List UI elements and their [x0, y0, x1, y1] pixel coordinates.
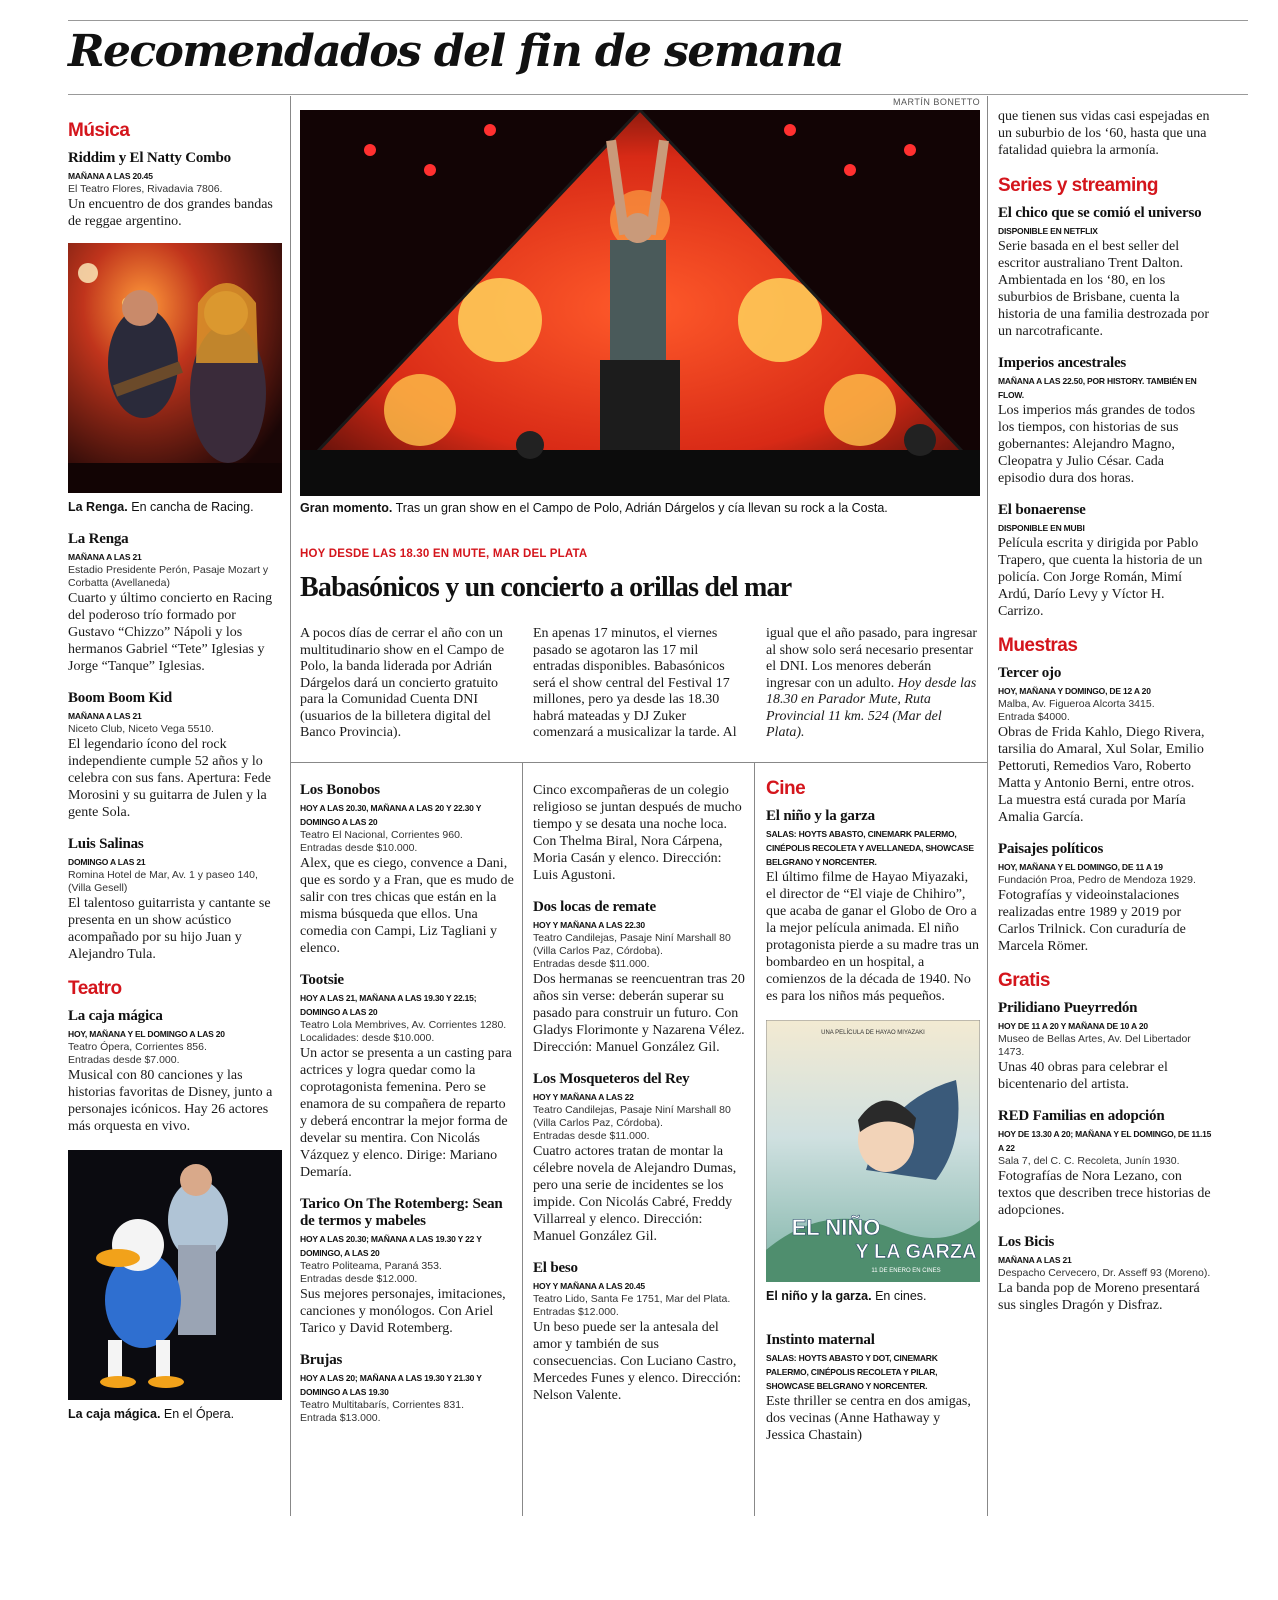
- event-desc: Un actor se presenta a un casting para actrices y logra quedar como la coprotagonista femenina. Pero se enamora de su compañera de reparto y deberá encontrar la mejor forma de develar su mentira. Con Nicolás Vázquez y elenco. Dirige: Mariano Demaría.: [300, 1046, 512, 1180]
- left-column: [68, 120, 282, 1520]
- event-title: El beso: [533, 1260, 578, 1276]
- event-venue: Teatro Politeama, Paraná 353.: [300, 1260, 442, 1272]
- movie-desc: El último filme de Hayao Miyazaki, el director de “El viaje de Chihiro”, que acaba de ganar el Globo de Oro a la mejor película animada. El niño protagonista pierde a su madre tras un bombardeo en un hospital, a comienzos de la década de 1940. No es para los niños más pequeños.: [766, 870, 980, 1004]
- exhibit-item: [998, 841, 1212, 955]
- event-price: Entradas $12.000.: [533, 1306, 619, 1318]
- event-venue: Niceto Club, Niceto Vega 5510.: [68, 723, 214, 735]
- poster-caption: [766, 1288, 980, 1304]
- series-desc: Serie basada en el best seller del escritor australiano Trent Dalton. Ambientada en los ‘80, en los suburbios de Brisbane, cuenta la historia de una familia destrozada por un narcotraficante.: [998, 239, 1210, 339]
- event-item: [533, 1260, 745, 1404]
- caption-bold: La Renga.: [68, 500, 128, 514]
- event-venue: Teatro Multitabarís, Corrientes 831.: [300, 1399, 464, 1411]
- free-when: MAÑANA A LAS 21: [998, 1255, 1072, 1265]
- event-title: Los Mosqueteros del Rey: [533, 1071, 690, 1087]
- exhibit-venue: Fundación Proa, Pedro de Mendoza 1929.: [998, 874, 1196, 886]
- event-item: [300, 1352, 514, 1425]
- poster-top-text: UNA PELÍCULA DE HAYAO MIYAZAKI: [821, 1030, 925, 1036]
- event-item: [300, 972, 514, 1181]
- event-venue: Teatro Candilejas, Pasaje Niní Marshall 80 (Villa Carlos Paz, Córdoba).: [533, 932, 731, 957]
- poster-illustration: [766, 1020, 980, 1282]
- exhibit-title: Tercer ojo: [998, 665, 1062, 681]
- series-item: [998, 205, 1212, 340]
- event-desc-continued: Cinco excompañeras de un colegio religioso se juntan después de mucho tiempo y se desata una noche loca. Con Thelma Biral, Nora Cárpena, Moria Casán y elenco. Dirección: Luis Agustoni.: [533, 783, 742, 883]
- free-title: Los Bicis: [998, 1234, 1055, 1250]
- event-item: [533, 899, 745, 1056]
- series-item: [998, 355, 1212, 487]
- feature-body-col2: En apenas 17 minutos, el viernes pasado se agotaron las 17 mil entradas disponibles. Babasónicos será el show central del Festival 17 millones, pero ya desde las 18.30 habrá mateadas y DJ Zuker comenzará a musicalizar la tarde. Al: [533, 626, 737, 740]
- feature-caption: [300, 494, 980, 516]
- cine-column: [766, 778, 980, 1516]
- series-availability: DISPONIBLE EN NETFLIX: [998, 226, 1098, 236]
- feature-body-col3: [766, 626, 978, 742]
- event-venue: Teatro El Nacional, Corrientes 960.: [300, 829, 463, 841]
- event-desc: Un encuentro de dos grandes bandas de reggae argentino.: [68, 197, 273, 229]
- column-divider: [522, 762, 523, 1516]
- event-desc: Cuatro actores tratan de montar la célebre novela de Alejandro Dumas, pero una serie de incidentes se los impide. Con Nicolás Cabré, Freddy Villarreal y elenco. Dirección: Manuel González Gil.: [533, 1144, 737, 1244]
- free-venue: Despacho Cervecero, Dr. Asseff 93 (Moreno).: [998, 1267, 1211, 1279]
- free-when: HOY DE 13.30 A 20; MAÑANA Y EL DOMINGO, DE 11.15 A 22: [998, 1129, 1212, 1153]
- event-venue: Teatro Ópera, Corrientes 856.: [68, 1041, 207, 1053]
- event-price: Entradas desde $11.000.: [533, 1130, 650, 1142]
- series-availability: MAÑANA A LAS 22.50, POR HISTORY. TAMBIÉN EN FLOW.: [998, 376, 1197, 400]
- stage-photo-illustration: [68, 1150, 282, 1400]
- la-renga-caption: [68, 499, 282, 515]
- movie-theaters: SALAS: HOYTS ABASTO, CINEMARK PALERMO, CINÉPOLIS RECOLETA Y AVELLANEDA, SHOWCASE BELGRANO Y NORCENTER.: [766, 829, 974, 867]
- series-desc: Los imperios más grandes de todos los tiempos, con historias de sus gobernantes: Alejandro Magno, Cleopatra y Julio César. Cada episodio dura dos horas.: [998, 403, 1196, 486]
- caja-magica-caption: [68, 1406, 282, 1422]
- feature-photo: [300, 110, 980, 496]
- event-when: MAÑANA A LAS 21: [68, 552, 142, 562]
- event-desc: Dos hermanas se reencuentran tras 20 años sin verse: deberán superar su pasado para construir un futuro. Con Gladys Florimonte y Nazarena Vélez. Dirección: Manuel González Gil.: [533, 972, 745, 1055]
- event-venue: Teatro Lola Membrives, Av. Corrientes 1280. Localidades: desde $10.000.: [300, 1019, 507, 1044]
- exhibit-price: Entrada $4000.: [998, 711, 1070, 723]
- movie-desc: Este thriller se centra en dos amigas, dos vecinas (Anne Hathaway y Jessica Chastain): [766, 1394, 971, 1443]
- section-musica: Música: [68, 120, 130, 141]
- exhibit-title: Paisajes políticos: [998, 841, 1104, 857]
- feature-body-text: igual que el año pasado, para ingresar al show solo será necesario presentar el DNI. Los menores deberán ingresar con un adulto.: [766, 626, 978, 691]
- event-item: [68, 531, 282, 675]
- feature-body-italic: Hoy desde las 18.30 en Parador Mute, Ruta Provincial 11 km. 524 (Mar del Plata).: [766, 675, 977, 740]
- free-item: [998, 1234, 1212, 1314]
- event-title: Luis Salinas: [68, 836, 144, 852]
- teatro-column-2: [533, 782, 745, 1516]
- free-item: [998, 1108, 1212, 1219]
- movie-theaters: SALAS: HOYTS ABASTO Y DOT, CINEMARK PALERMO, CINÉPOLIS RECOLETA Y PILAR, SHOWCASE BELGRANO Y NORCENTER.: [766, 1353, 938, 1391]
- event-desc: Sus mejores personajes, imitaciones, canciones y monólogos. Con Ariel Tarico y David Rotemberg.: [300, 1287, 506, 1336]
- series-item: [998, 502, 1212, 620]
- series-availability: DISPONIBLE EN MUBI: [998, 523, 1085, 533]
- event-when: DOMINGO A LAS 21: [68, 857, 146, 867]
- section-cine: Cine: [766, 778, 806, 799]
- event-when: HOY A LAS 21, MAÑANA A LAS 19.30 Y 22.15; DOMINGO A LAS 20: [300, 993, 477, 1017]
- event-title: Tarico On The Rotemberg: Sean de termos y mabeles: [300, 1196, 503, 1229]
- free-desc: Fotografías de Nora Lezano, con textos que describen trece historias de adopciones.: [998, 1169, 1211, 1218]
- event-venue: Romina Hotel de Mar, Av. 1 y paseo 140, (Villa Gesell): [68, 869, 258, 894]
- caption-text: En cines.: [875, 1289, 927, 1303]
- exhibit-desc: Obras de Frida Kahlo, Diego Rivera, tarsilia do Amaral, Xul Solar, Emilio Pettoruti, Remedios Varo, Roberto Matta y Antonio Berni, entre otros. La muestra está curada por María Amalia García.: [998, 725, 1205, 825]
- event-desc: El talentoso guitarrista y cantante se presenta en un show acústico acompañado por su hijo Juan y Alejandro Tula.: [68, 896, 271, 962]
- series-title: El chico que se comió el universo: [998, 205, 1202, 221]
- movie-poster: [766, 1020, 980, 1282]
- concert-photo-illustration: [68, 243, 282, 493]
- exhibit-desc: Fotografías y videoinstalaciones realizadas entre 1989 y 2019 por Carlos Trilnick. Con curaduría de Marcela Römer.: [998, 888, 1186, 954]
- movie-title: Instinto maternal: [766, 1332, 875, 1348]
- event-venue: El Teatro Flores, Rivadavia 7806.: [68, 183, 223, 195]
- event-when: HOY A LAS 20; MAÑANA A LAS 19.30 Y 21.30 Y DOMINGO A LAS 19.30: [300, 1373, 482, 1397]
- event-desc: Alex, que es ciego, convence a Dani, que es sordo y a Fran, que es mudo de salir con tres chicas que están en la misma búsqueda que ellos. Una comedia con Campi, Liz Tagliani y elenco.: [300, 856, 514, 956]
- caption-text: En cancha de Racing.: [131, 500, 254, 514]
- section-teatro: Teatro: [68, 978, 122, 999]
- exhibit-venue: Malba, Av. Figueroa Alcorta 3415.: [998, 698, 1155, 710]
- series-title: Imperios ancestrales: [998, 355, 1127, 371]
- caption-text: En el Ópera.: [163, 1407, 235, 1421]
- column-divider: [290, 96, 291, 1516]
- caja-magica-photo: [68, 1150, 282, 1400]
- poster-title-line2: Y LA GARZA: [855, 1241, 977, 1263]
- event-item: [533, 1071, 745, 1245]
- event-price: Entrada $13.000.: [300, 1412, 381, 1424]
- feature-bottom-rule: [290, 762, 987, 763]
- event-when: HOY Y MAÑANA A LAS 22: [533, 1092, 634, 1102]
- event-title: Los Bonobos: [300, 782, 380, 798]
- event-when: MAÑANA A LAS 21: [68, 711, 142, 721]
- column-divider: [987, 96, 988, 1516]
- event-desc: Cuarto y último concierto en Racing del poderoso trío formado por Gustavo “Chizzo” Nápoli y los hermanos Gabriel “Tete” Iglesias y Jorge “Tanque” Iglesias.: [68, 591, 273, 674]
- column-divider: [754, 762, 755, 1516]
- event-title: Boom Boom Kid: [68, 690, 173, 706]
- event-item: [68, 690, 282, 821]
- event-when: HOY A LAS 20.30; MAÑANA A LAS 19.30 Y 22 Y DOMINGO, A LAS 20: [300, 1234, 482, 1258]
- photo-credit: MARTÍN BONETTO: [893, 97, 981, 107]
- movie-title: El niño y la garza: [766, 808, 875, 824]
- free-when: HOY DE 11 A 20 Y MAÑANA DE 10 A 20: [998, 1021, 1148, 1031]
- event-item: [68, 836, 282, 963]
- event-when: HOY Y MAÑANA A LAS 22.30: [533, 920, 645, 930]
- event-title: Tootsie: [300, 972, 344, 988]
- series-title: El bonaerense: [998, 502, 1086, 518]
- event-item: [300, 1196, 514, 1337]
- event-title: Dos locas de remate: [533, 899, 656, 915]
- movie-item: [766, 1332, 980, 1444]
- top-rule: [68, 20, 1248, 21]
- caption-bold: La caja mágica.: [68, 1407, 161, 1421]
- event-item: [68, 150, 282, 230]
- event-item: [68, 1008, 282, 1135]
- event-desc: El legendario ícono del rock independiente cumple 52 años y lo celebra con sus fans. Apertura: Fede Morosini y su guitarra de Julen y la gente Sola.: [68, 737, 271, 820]
- event-venue: Teatro Lido, Santa Fe 1751, Mar del Plata.: [533, 1293, 731, 1305]
- page-title: Recomendados del fin de semana: [68, 26, 843, 77]
- event-title: La Renga: [68, 531, 129, 547]
- event-price: Entradas desde $10.000.: [300, 842, 418, 854]
- exhibit-when: HOY, MAÑANA Y DOMINGO, DE 12 A 20: [998, 686, 1151, 696]
- free-venue: Sala 7, del C. C. Recoleta, Junín 1930.: [998, 1155, 1180, 1167]
- free-title: RED Familias en adopción: [998, 1108, 1165, 1124]
- free-desc: Unas 40 obras para celebrar el bicentenario del artista.: [998, 1060, 1168, 1092]
- poster-title-line1: EL NIÑO: [791, 1215, 881, 1240]
- feature-headline: Babasónicos y un concierto a orillas del mar: [300, 572, 792, 603]
- series-desc: Película escrita y dirigida por Pablo Trapero, que cuenta la historia de un policía. Con Jorge Román, Mimí Ardú, Darío Levy y Víctor H. Carrizo.: [998, 536, 1203, 619]
- event-when: HOY Y MAÑANA A LAS 20.45: [533, 1281, 645, 1291]
- event-venue: Teatro Candilejas, Pasaje Niní Marshall 80 (Villa Carlos Paz, Córdoba).: [533, 1104, 731, 1129]
- section-series: Series y streaming: [998, 175, 1158, 196]
- event-when: HOY, MAÑANA Y EL DOMINGO A LAS 20: [68, 1029, 225, 1039]
- event-title: La caja mágica: [68, 1008, 163, 1024]
- right-column: [998, 108, 1212, 1518]
- event-when: HOY A LAS 20.30, MAÑANA A LAS 20 Y 22.30 Y DOMINGO A LAS 20: [300, 803, 482, 827]
- free-title: Prilidiano Pueyrredón: [998, 1000, 1138, 1016]
- caption-bold: Gran momento.: [300, 501, 393, 515]
- event-when: MAÑANA A LAS 20.45: [68, 171, 153, 181]
- title-rule: [68, 94, 1248, 95]
- caption-text: Tras un gran show en el Campo de Polo, Adrián Dárgelos y cía llevan su rock a la Costa.: [395, 501, 888, 515]
- section-muestras: Muestras: [998, 635, 1078, 656]
- free-item: [998, 1000, 1212, 1093]
- free-desc: La banda pop de Moreno presentará sus singles Dragón y Disfraz.: [998, 1281, 1200, 1313]
- event-title: Riddim y El Natty Combo: [68, 150, 231, 166]
- teatro-column-1: [300, 782, 514, 1516]
- event-title: Brujas: [300, 1352, 343, 1368]
- event-price: Entradas desde $7.000.: [68, 1054, 180, 1066]
- feature-body-col1: A pocos días de cerrar el año con un multitudinario show en el Campo de Polo, la banda liderada por Adrián Dárgelos dará un concierto gratuito para la Comunidad Cuenta DNI (usuarios de la billetera digital del Banco Provincia).: [300, 626, 505, 740]
- event-price: Entradas desde $12.000.: [300, 1273, 418, 1285]
- event-desc: Un beso puede ser la antesala del amor y también de sus consecuencias. Con Luciano Castro, Mercedes Funes y elenco. Dirección: Nelson Valente.: [533, 1320, 741, 1403]
- concert-stage-illustration: [300, 110, 980, 496]
- feature-kicker: HOY DESDE LAS 18.30 EN MUTE, MAR DEL PLATA: [300, 548, 588, 560]
- event-price: Entradas desde $11.000.: [533, 958, 650, 970]
- la-renga-photo: [68, 243, 282, 493]
- exhibit-when: HOY, MAÑANA Y EL DOMINGO, DE 11 A 19: [998, 862, 1163, 872]
- poster-sub-text: 11 DE ENERO EN CINES: [871, 1268, 941, 1274]
- section-gratis: Gratis: [998, 970, 1050, 991]
- free-venue: Museo de Bellas Artes, Av. Del Libertador 1473.: [998, 1033, 1191, 1058]
- event-venue: Estadio Presidente Perón, Pasaje Mozart y Corbatta (Avellaneda): [68, 564, 269, 589]
- event-desc: Musical con 80 canciones y las historias favoritas de Disney, junto a personajes icónicos. Hay 26 actores más orquesta en vivo.: [68, 1068, 273, 1134]
- movie-desc-continued: que tienen sus vidas casi espejadas en un suburbio de los ‘60, hasta que una fatalidad quiebra la armonía.: [998, 109, 1210, 158]
- event-item: [300, 782, 514, 957]
- movie-item: [766, 808, 980, 1005]
- caption-bold: El niño y la garza.: [766, 1289, 872, 1303]
- exhibit-item: [998, 665, 1212, 826]
